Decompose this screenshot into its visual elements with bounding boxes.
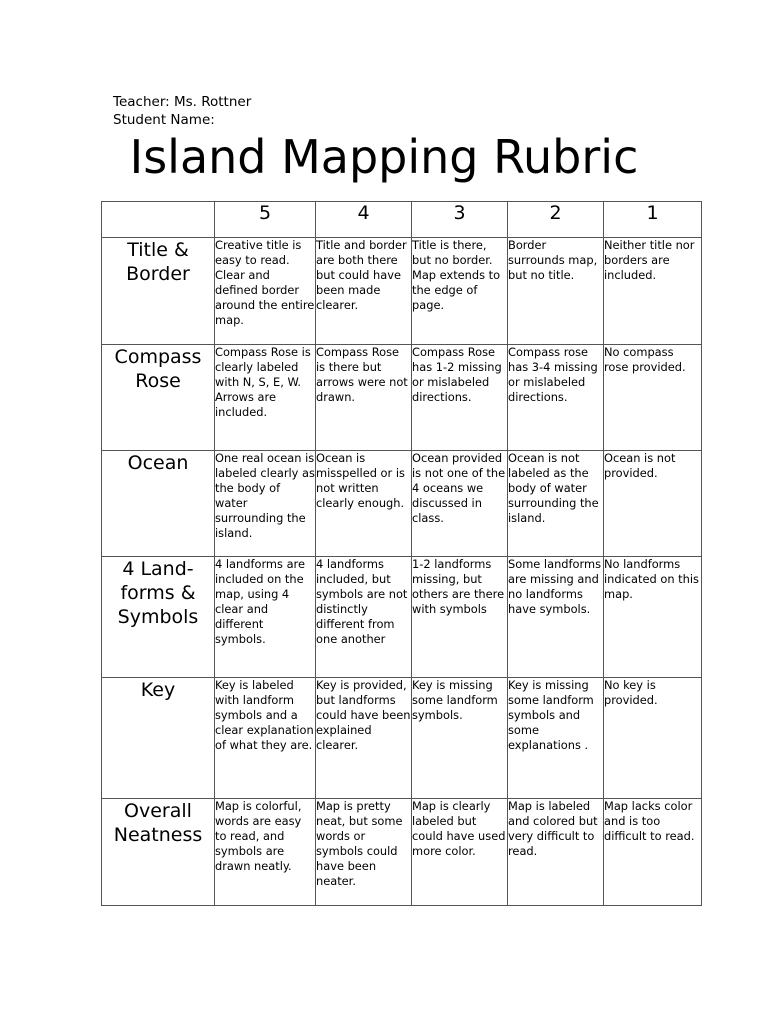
score-header-5: 5 (215, 202, 316, 238)
rubric-row-ocean (102, 451, 702, 557)
score-header-row (102, 202, 702, 238)
rubric-row-overall-neatness (102, 799, 702, 906)
criterion-label: Overall Neatness (113, 800, 203, 846)
description-cell: Map is labeled and colored but very difficult to read. (508, 799, 604, 906)
description-cell: Title is there, but no border. Map extends to the edge of page. (412, 238, 508, 345)
description-cell: Some landforms are missing and no landforms have symbols. (508, 557, 604, 678)
criterion-cell (102, 557, 215, 678)
rubric-row-compass-rose (102, 345, 702, 451)
description-cell: Creative title is easy to read. Clear and defined border around the entire map. (215, 238, 316, 345)
rubric-table (101, 201, 702, 906)
description-cell: Map is clearly labeled but could have used more color. (412, 799, 508, 906)
score-header-4: 4 (316, 202, 412, 238)
description-cell: Compass Rose has 1-2 missing or mislabeled directions. (412, 345, 508, 451)
score-header-3: 3 (412, 202, 508, 238)
rubric-row-key (102, 678, 702, 799)
criterion-cell (102, 238, 215, 345)
description-cell: Key is missing some landform symbols. (412, 678, 508, 799)
rubric-row-title-border (102, 238, 702, 345)
description-cell: No landforms indicated on this map. (604, 557, 702, 678)
page-title: Island Mapping Rubric (129, 130, 639, 184)
score-header-1: 1 (604, 202, 702, 238)
header-info (113, 93, 251, 129)
description-cell: Key is labeled with landform symbols and a clear explanation of what they are. (215, 678, 316, 799)
description-cell: 4 landforms are included on the map, using 4 clear and different symbols. (215, 557, 316, 678)
description-cell: Compass rose has 3-4 missing or mislabeled directions. (508, 345, 604, 451)
description-cell: Key is provided, but landforms could have been explained clearer. (316, 678, 412, 799)
description-cell: Border surrounds map, but no title. (508, 238, 604, 345)
description-cell: Neither title nor borders are included. (604, 238, 702, 345)
description-cell: Ocean is not labeled as the body of water surrounding the island. (508, 451, 604, 557)
student-name-line: Student Name: (113, 112, 215, 128)
description-cell: No compass rose provided. (604, 345, 702, 451)
description-cell: Map is colorful, words are easy to read, and symbols are drawn neatly. (215, 799, 316, 906)
description-cell: Map lacks color and is too difficult to read. (604, 799, 702, 906)
description-cell: Key is missing some landform symbols and some explanations . (508, 678, 604, 799)
description-cell: No key is provided. (604, 678, 702, 799)
criterion-cell (102, 345, 215, 451)
criterion-cell (102, 678, 215, 799)
description-cell: Title and border are both there but could have been made clearer. (316, 238, 412, 345)
description-cell: One real ocean is labeled clearly as the body of water surrounding the island. (215, 451, 316, 557)
criterion-label: Compass Rose (114, 346, 202, 392)
criterion-label: Key (140, 679, 176, 701)
criterion-label: Title & Border (126, 239, 190, 285)
description-cell: Compass Rose is clearly labeled with N, S, E, W. Arrows are included. (215, 345, 316, 451)
description-cell: Compass Rose is there but arrows were not drawn. (316, 345, 412, 451)
criterion-label: 4 Land-forms & Symbols (117, 558, 199, 628)
description-cell: Ocean is misspelled or is not written clearly enough. (316, 451, 412, 557)
description-cell: Ocean is not provided. (604, 451, 702, 557)
score-header-2: 2 (508, 202, 604, 238)
criterion-cell (102, 799, 215, 906)
rubric-row-landforms-symbols (102, 557, 702, 678)
description-cell: 4 landforms included, but symbols are not distinctly different from one another (316, 557, 412, 678)
teacher-line: Teacher: Ms. Rottner (113, 94, 252, 110)
criterion-cell (102, 451, 215, 557)
criterion-label: Ocean (127, 452, 189, 474)
description-cell: Map is pretty neat, but some words or symbols could have been neater. (316, 799, 412, 906)
description-cell: 1-2 landforms missing, but others are there with symbols (412, 557, 508, 678)
corner-cell (102, 202, 215, 238)
description-cell: Ocean provided is not one of the 4 oceans we discussed in class. (412, 451, 508, 557)
